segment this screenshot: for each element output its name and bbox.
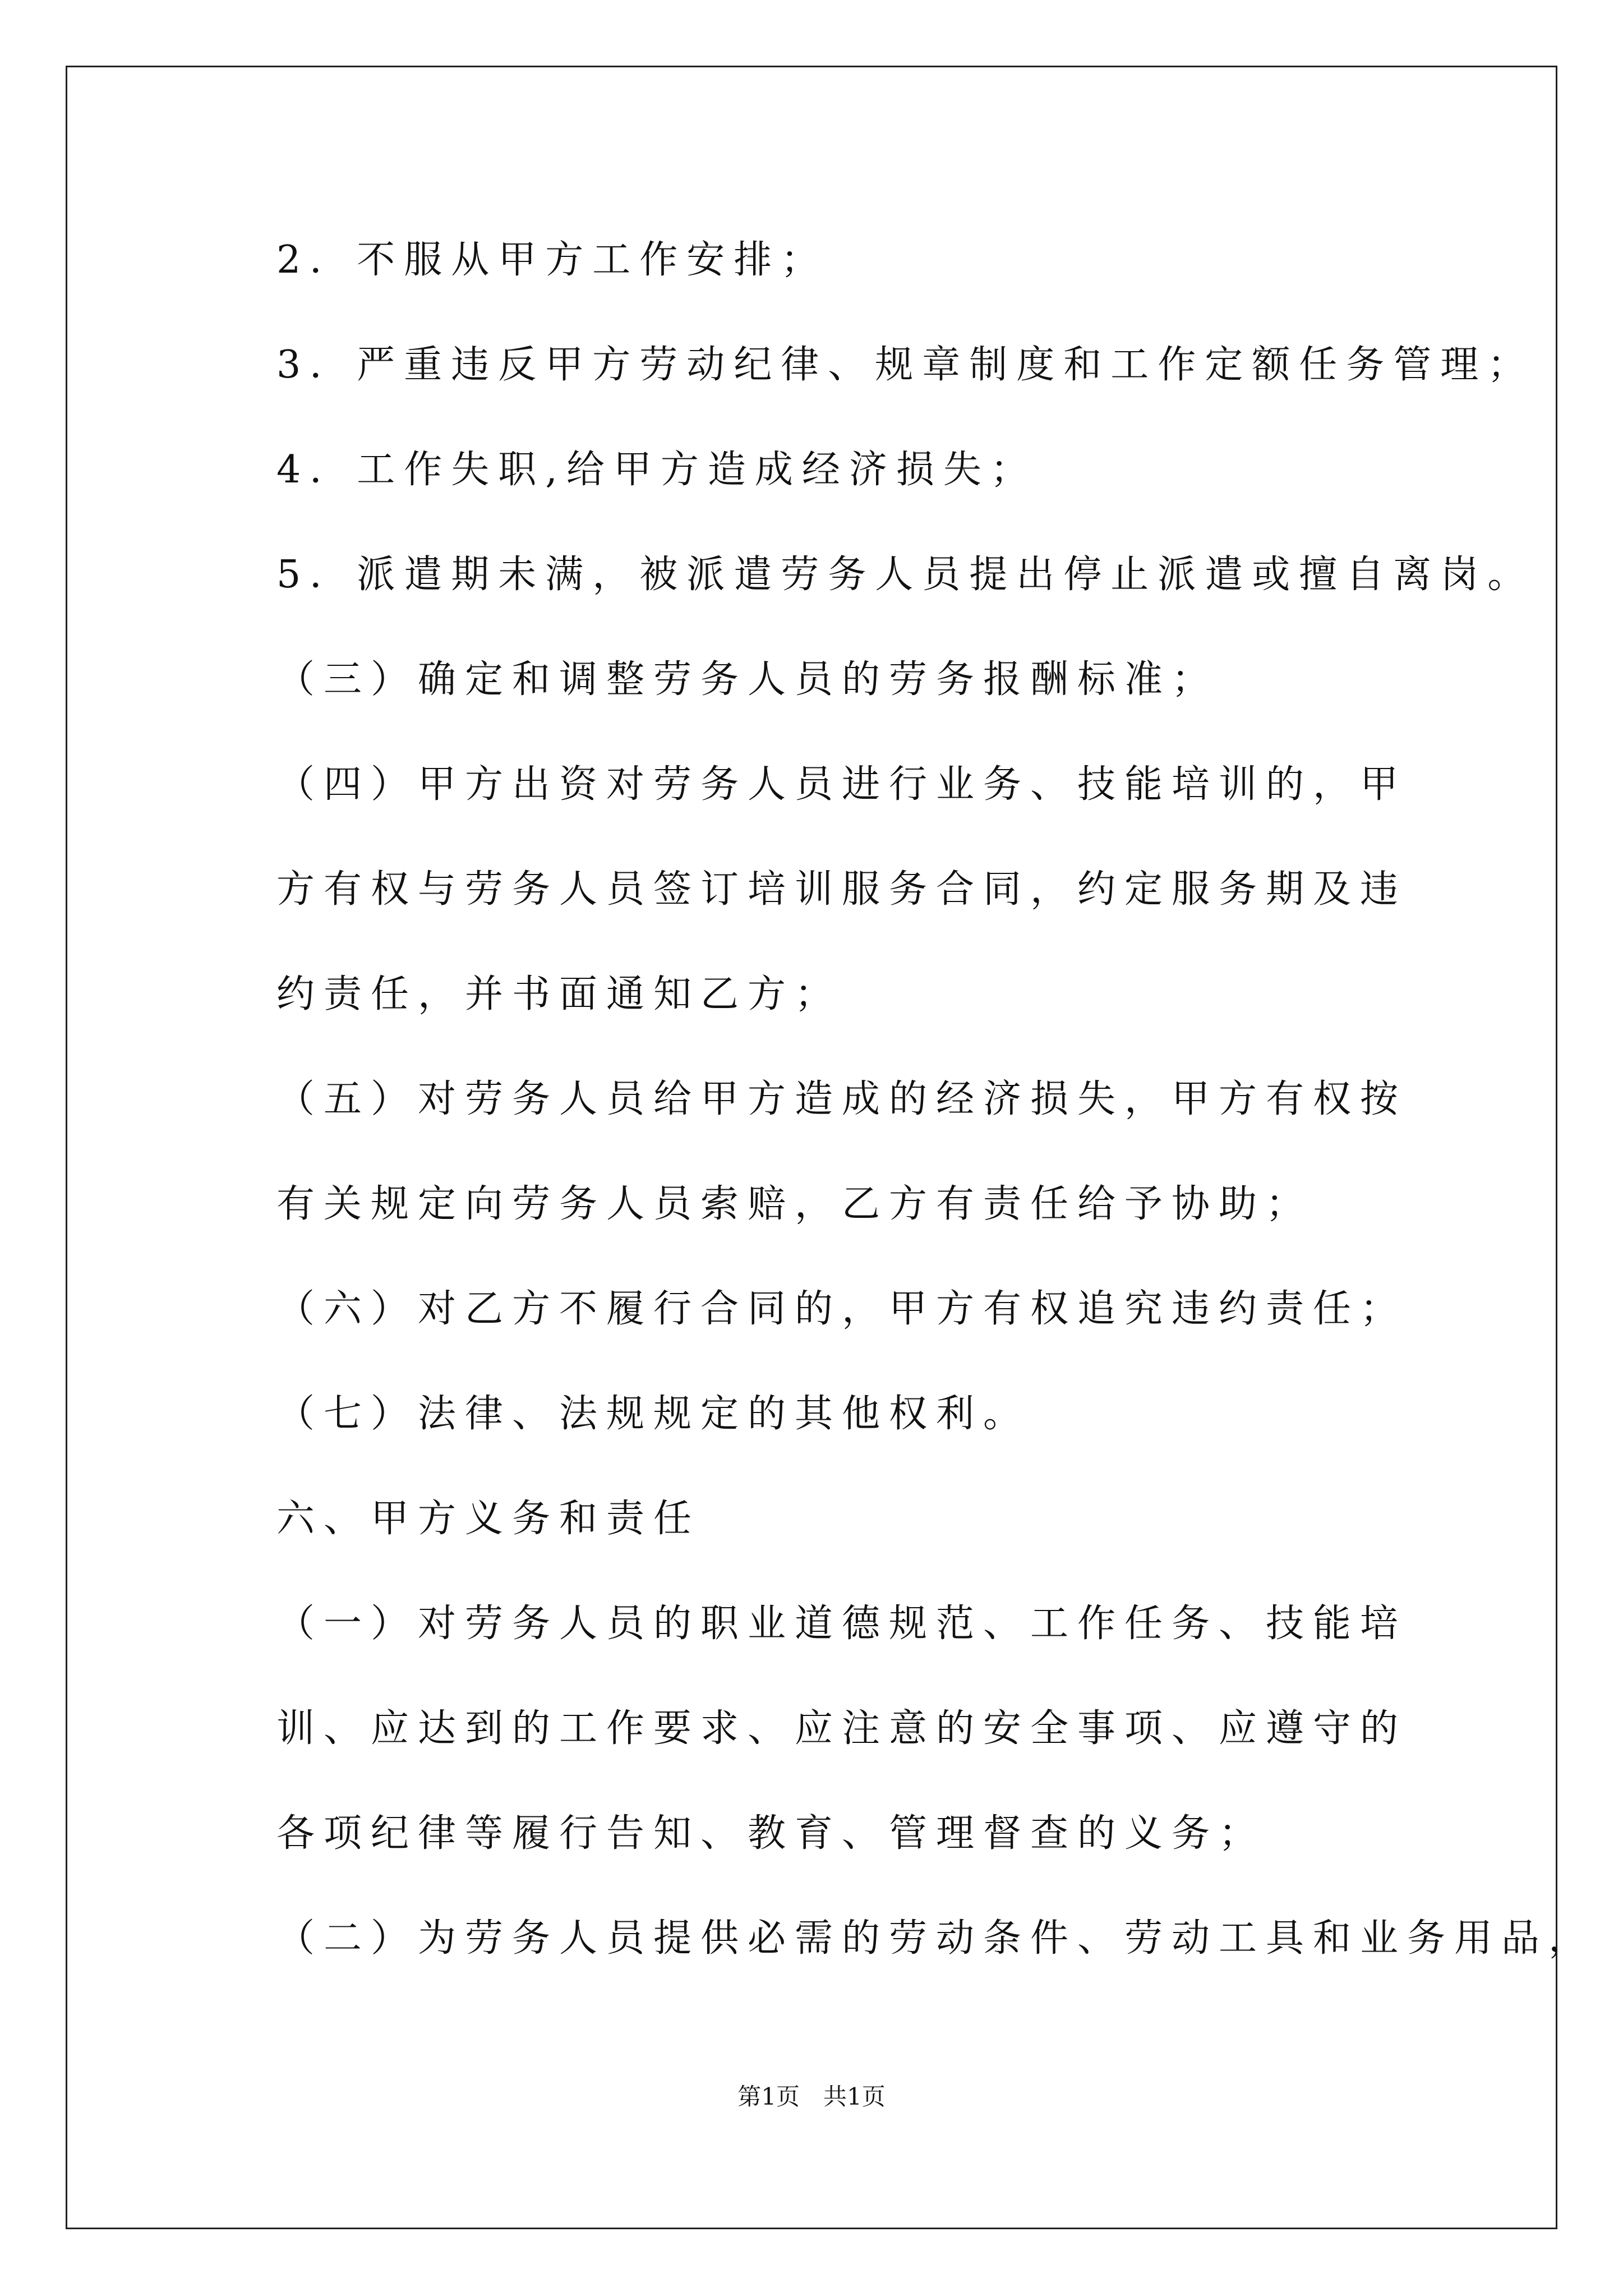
list-item-3: 3．严重违反甲方劳动纪律、规章制度和工作定额任务管理； bbox=[276, 343, 1535, 387]
list-item-2: 2．不服从甲方工作安排； bbox=[276, 238, 828, 282]
duty-clause-1: （一）对劳务人员的职业道德规范、工作任务、技能培训、应达到的工作要求、应注意的安全事项、应遵守的各项纪律等履行告知、教育、管理督查的义务； bbox=[276, 1602, 1408, 1856]
list-item-5: 5．派遣期未满，被派遣劳务人员提出停止派遣或擅自离岗。 bbox=[276, 553, 1535, 597]
document-body bbox=[200, 208, 1596, 1991]
right-clause-5: （五）对劳务人员给甲方造成的经济损失，甲方有权按有关规定向劳务人员索赔，乙方有责任给予协助； bbox=[276, 1077, 1408, 1226]
section-heading: 六、甲方义务和责任 bbox=[276, 1497, 701, 1541]
list-item-4: 4．工作失职,给甲方造成经济损失； bbox=[276, 448, 1038, 492]
page-footer: 第1页 共1页 bbox=[737, 2083, 886, 2110]
duty-clause-2: （二）为劳务人员提供必需的劳动条件、劳动工具和业务用品， bbox=[276, 1916, 1596, 1961]
right-clause-7: （七）法律、法规规定的其他权利。 bbox=[276, 1392, 1031, 1436]
right-clause-4: （四）甲方出资对劳务人员进行业务、技能培训的，甲方有权与劳务人员签订培训服务合同，约定服务期及违约责任，并书面通知乙方； bbox=[276, 762, 1408, 1016]
right-clause-6: （六）对乙方不履行合同的，甲方有权追究违约责任； bbox=[276, 1287, 1408, 1331]
right-clause-3: （三）确定和调整劳务人员的劳务报酬标准； bbox=[276, 657, 1219, 702]
